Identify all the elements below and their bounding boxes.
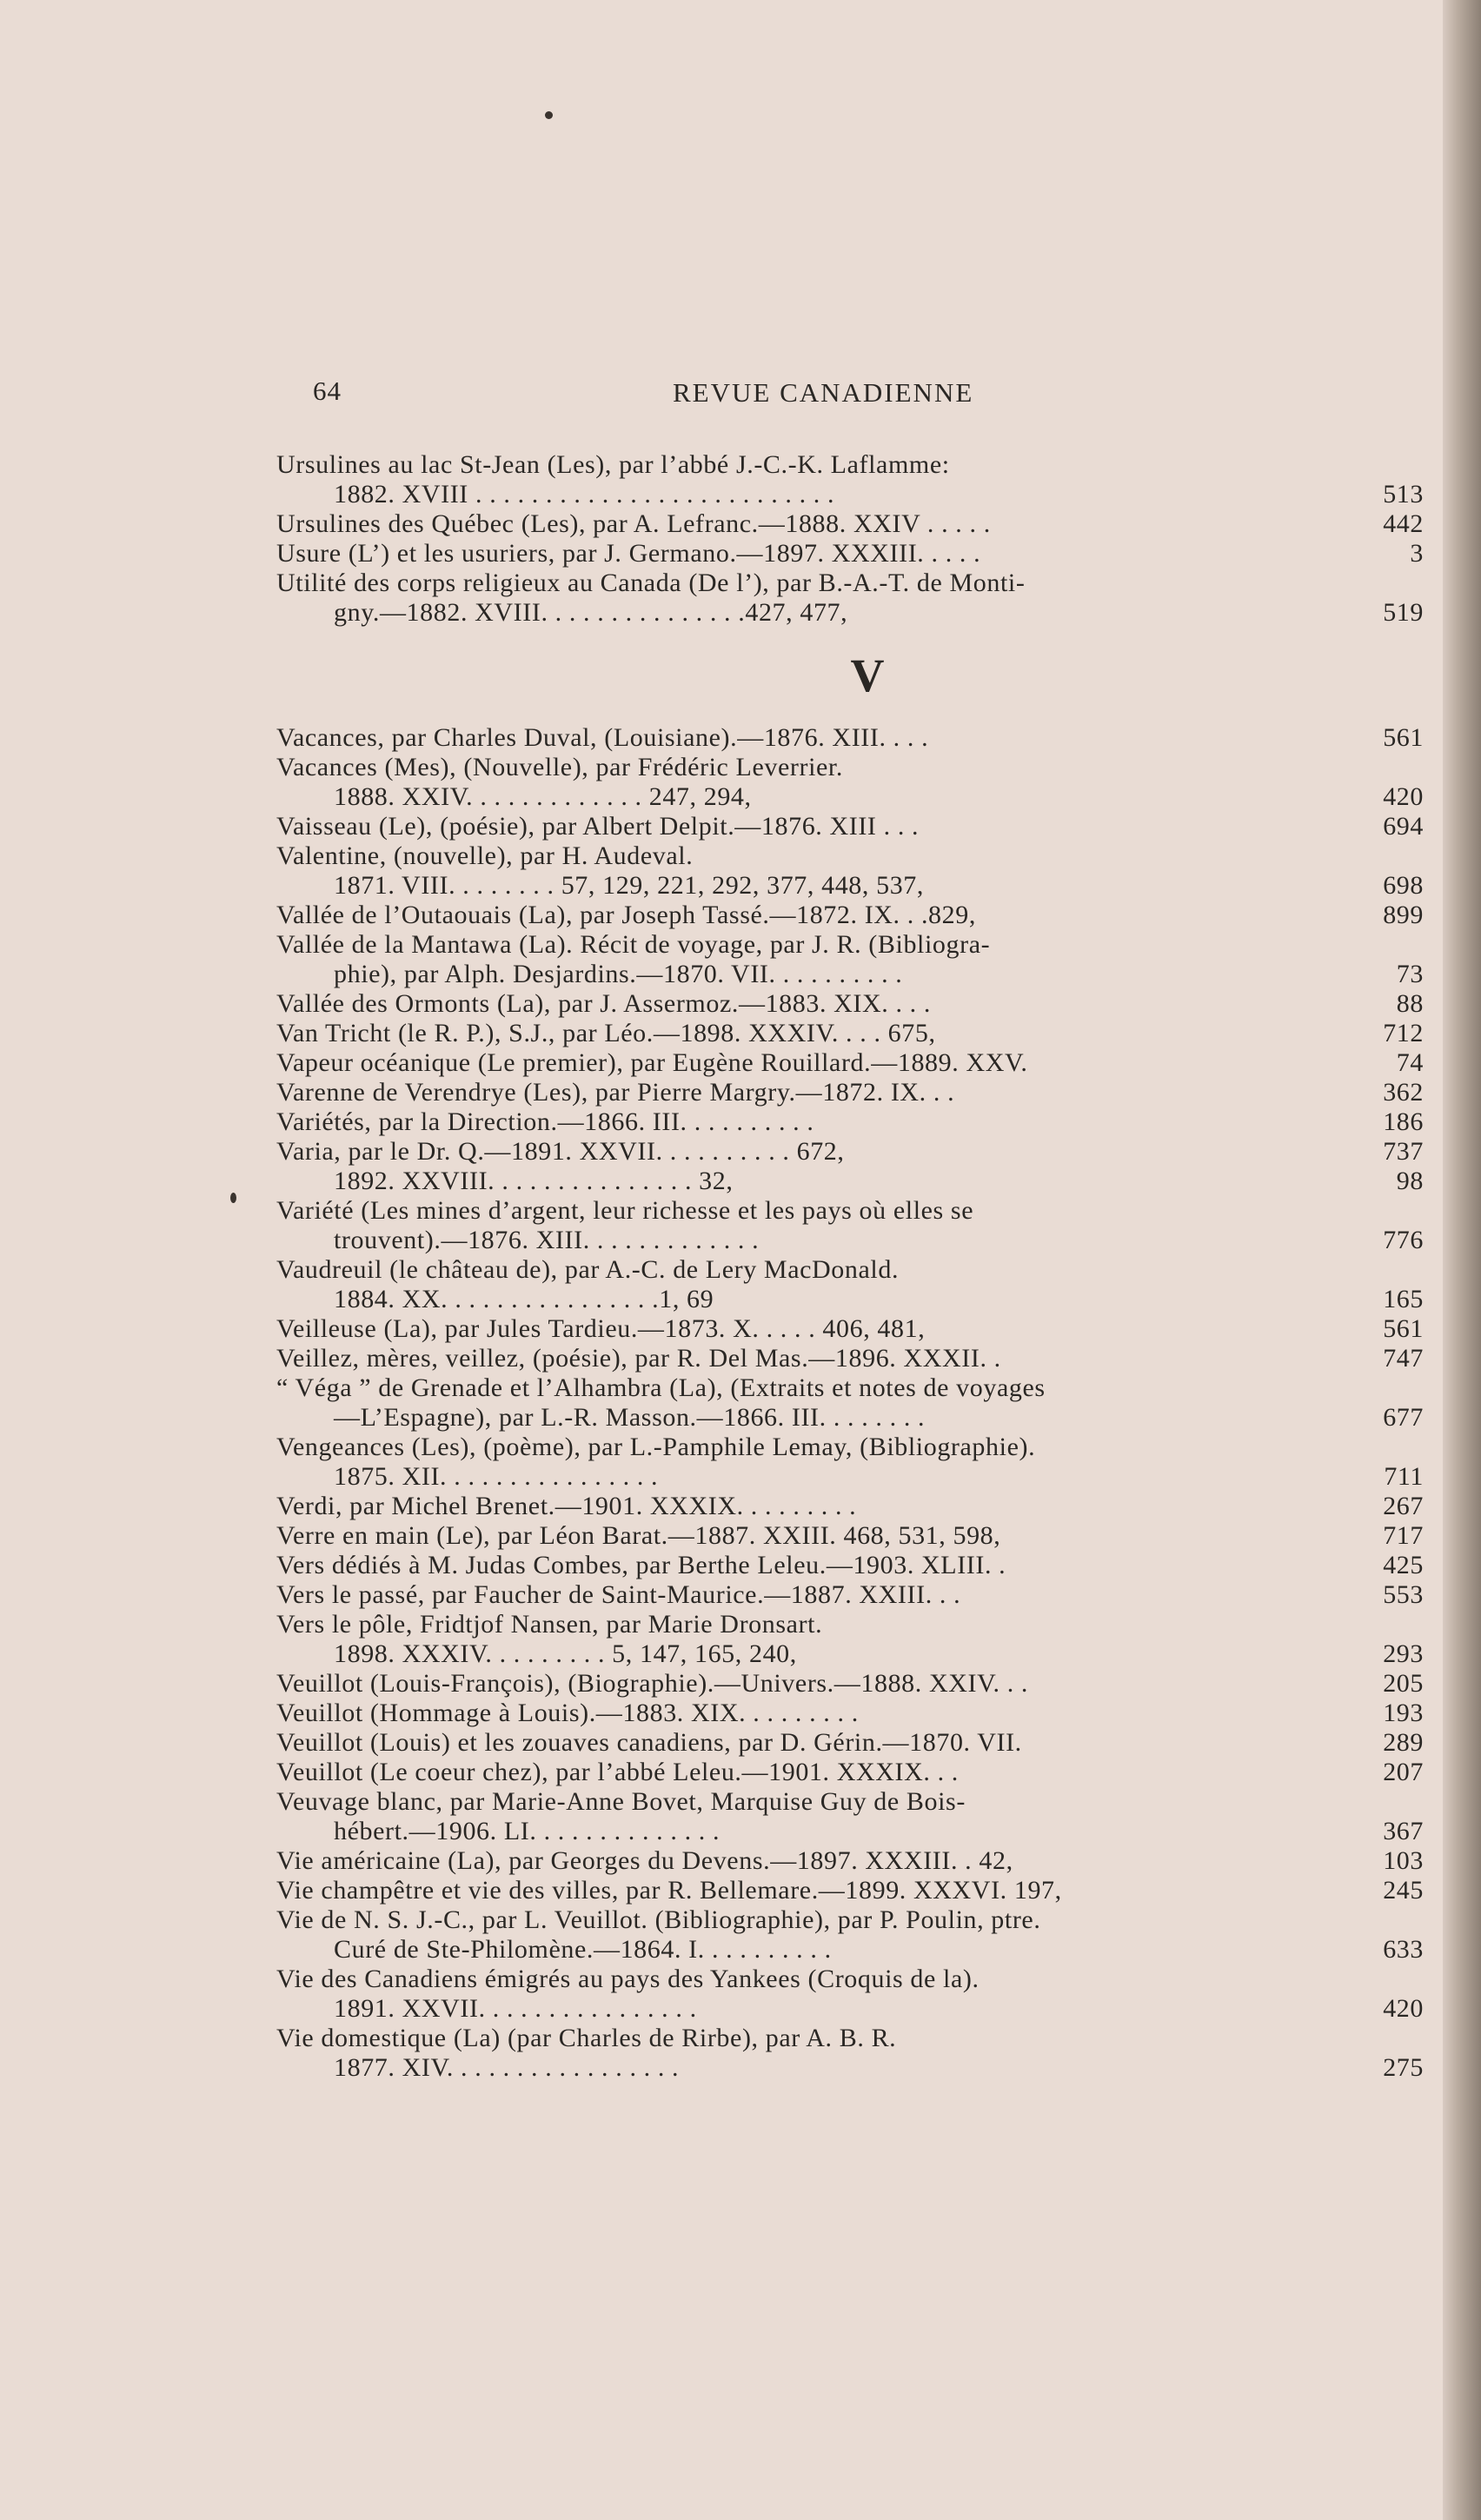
- entry-text: gny.—1882. XVIII. . . . . . . . . . . . . . .427, 477,: [334, 598, 848, 627]
- entry-line: [276, 1758, 1424, 1787]
- entry-line: [276, 2053, 1424, 2083]
- entry-line: [276, 841, 1424, 871]
- entry-text: Van Tricht (le R. P.), S.J., par Léo.—1898. XXXIV. . . . 675,: [276, 1019, 936, 1047]
- index-entry: [276, 1787, 1424, 1846]
- entry-text: Utilité des corps religieux au Canada (De l’), par B.-A.-T. de Monti-: [276, 568, 1026, 597]
- entry-line: [276, 509, 1424, 539]
- entry-line: [276, 871, 1424, 901]
- entry-line: [276, 1373, 1424, 1403]
- entry-line: [276, 1107, 1424, 1137]
- entry-line: [276, 1876, 1424, 1905]
- entry-line: [276, 1344, 1424, 1373]
- entry-line: [276, 598, 1424, 628]
- entry-text: Vengeances (Les), (poème), par L.-Pamphile Lemay, (Bibliographie).: [276, 1433, 1036, 1461]
- entry-line: [276, 1019, 1424, 1048]
- index-entry: [276, 568, 1424, 628]
- page-reference: 267: [1383, 1492, 1424, 1520]
- entry-text: Vie américaine (La), par Georges du Devens.—1897. XXXIII. . 42,: [276, 1846, 1013, 1875]
- entry-line: [276, 989, 1424, 1019]
- page-reference: 442: [1383, 509, 1424, 538]
- entry-text: Vaudreuil (le château de), par A.-C. de Lery MacDonald.: [276, 1255, 900, 1284]
- entry-text: Vie champêtre et vie des villes, par R. Bellemare.—1899. XXXVI. 197,: [276, 1876, 1062, 1905]
- page-reference: 207: [1383, 1758, 1424, 1786]
- entry-line: [276, 1610, 1424, 1639]
- entry-line: [276, 1817, 1424, 1846]
- entry-text: Vers le passé, par Faucher de Saint-Maurice.—1887. XXIII. . .: [276, 1580, 961, 1609]
- entry-line: [276, 930, 1424, 960]
- entry-line: [276, 1285, 1424, 1314]
- entry-text: Veilleuse (La), par Jules Tardieu.—1873. X. . . . . 406, 481,: [276, 1314, 926, 1343]
- index-entry: [276, 1344, 1424, 1373]
- page-reference: 899: [1383, 901, 1424, 929]
- index-entry: [276, 989, 1424, 1019]
- entry-line: [276, 2024, 1424, 2053]
- page-reference: 747: [1383, 1344, 1424, 1373]
- page-reference: 103: [1383, 1846, 1424, 1875]
- index-entry: [276, 1314, 1424, 1344]
- index-entry: [276, 1048, 1424, 1078]
- entry-text: Vie domestique (La) (par Charles de Rirbe), par A. B. R.: [276, 2024, 897, 2052]
- index-entry: [276, 723, 1424, 753]
- entry-text: Variété (Les mines d’argent, leur richesse et les pays où elles se: [276, 1196, 974, 1225]
- entry-line: [276, 1226, 1424, 1255]
- entry-line: [276, 1787, 1424, 1817]
- index-entry: [276, 1019, 1424, 1048]
- entry-text: 1882. XVIII . . . . . . . . . . . . . . . . . . . . . . . . . .: [334, 480, 835, 509]
- page-reference: 633: [1383, 1935, 1424, 1964]
- entry-line: [276, 539, 1424, 568]
- entry-line: [276, 901, 1424, 930]
- index-entries: [276, 450, 1424, 2083]
- entry-text: 1884. XX. . . . . . . . . . . . . . . .1, 69: [334, 1285, 714, 1313]
- entry-line: [276, 1167, 1424, 1196]
- entry-text: Variétés, par la Direction.—1866. III. . . . . . . . . .: [276, 1107, 814, 1136]
- entry-line: [276, 568, 1424, 598]
- entry-text: phie), par Alph. Desjardins.—1870. VII. . . . . . . . . .: [334, 960, 903, 988]
- page-reference: 712: [1383, 1019, 1424, 1047]
- page-reference: 98: [1396, 1167, 1424, 1195]
- index-entry: [276, 930, 1424, 989]
- entry-line: [276, 782, 1424, 812]
- entry-line: [276, 1314, 1424, 1344]
- entry-line: [276, 1580, 1424, 1610]
- entry-text: 1898. XXXIV. . . . . . . . . 5, 147, 165, 240,: [334, 1639, 797, 1668]
- index-entry: [276, 1137, 1424, 1196]
- entry-text: Varia, par le Dr. Q.—1891. XXVII. . . . . . . . . . 672,: [276, 1137, 845, 1166]
- page-reference: 737: [1383, 1137, 1424, 1166]
- index-entry: [276, 841, 1424, 901]
- page-reference: 698: [1383, 871, 1424, 900]
- entry-text: “ Véga ” de Grenade et l’Alhambra (La), (Extraits et notes de voyages: [276, 1373, 1046, 1402]
- index-entry: [276, 1610, 1424, 1669]
- page-reference: 74: [1396, 1048, 1424, 1077]
- running-title: REVUE CANADIENNE: [673, 377, 974, 408]
- entry-line: [276, 1521, 1424, 1551]
- entry-text: Vallée de l’Outaouais (La), par Joseph Tassé.—1872. IX. . .829,: [276, 901, 976, 929]
- entry-text: 1891. XXVII. . . . . . . . . . . . . . . .: [334, 1994, 697, 2023]
- entry-line: [276, 723, 1424, 753]
- entry-line: [276, 1935, 1424, 1965]
- entry-text: Vacances (Mes), (Nouvelle), par Frédéric Leverrier.: [276, 753, 843, 781]
- page-reference: 553: [1383, 1580, 1424, 1609]
- entry-text: Vers le pôle, Fridtjof Nansen, par Marie Dronsart.: [276, 1610, 823, 1639]
- entry-line: [276, 1196, 1424, 1226]
- page-reference: 165: [1383, 1285, 1424, 1313]
- entry-line: [276, 1403, 1424, 1433]
- entry-line: [276, 1255, 1424, 1285]
- page-reference: 717: [1383, 1521, 1424, 1550]
- index-entry: [276, 812, 1424, 841]
- index-entry: [276, 1699, 1424, 1728]
- entry-line: [276, 1048, 1424, 1078]
- entry-text: Vie des Canadiens émigrés au pays des Yankees (Croquis de la).: [276, 1965, 980, 1993]
- entry-text: Veuillot (Louis) et les zouaves canadiens, par D. Gérin.—1870. VII.: [276, 1728, 1022, 1757]
- entry-text: Usure (L’) et les usuriers, par J. Germano.—1897. XXXIII. . . . .: [276, 539, 981, 568]
- entry-text: Curé de Ste-Philomène.—1864. I. . . . . . . . . .: [334, 1935, 832, 1964]
- entry-line: [276, 1846, 1424, 1876]
- page-reference: 245: [1383, 1876, 1424, 1905]
- entry-line: [276, 753, 1424, 782]
- page-reference: 193: [1383, 1699, 1424, 1727]
- page-reference: 561: [1383, 1314, 1424, 1343]
- page-number: 64: [313, 376, 342, 406]
- entry-line: [276, 480, 1424, 509]
- page-reference: 88: [1396, 989, 1424, 1018]
- entry-text: Vallée de la Mantawa (La). Récit de voyage, par J. R. (Bibliogra-: [276, 930, 991, 959]
- entry-text: Veuillot (Hommage à Louis).—1883. XIX. . . . . . . . .: [276, 1699, 859, 1727]
- page-reference: 367: [1383, 1817, 1424, 1845]
- page-reference: 289: [1383, 1728, 1424, 1757]
- entry-line: [276, 1639, 1424, 1669]
- entry-text: Vaisseau (Le), (poésie), par Albert Delpit.—1876. XIII . . .: [276, 812, 920, 841]
- page-reference: 186: [1383, 1107, 1424, 1136]
- entry-line: [276, 1965, 1424, 1994]
- entry-text: 1892. XXVIII. . . . . . . . . . . . . . . 32,: [334, 1167, 734, 1195]
- page-reference: 425: [1383, 1551, 1424, 1579]
- index-entry: [276, 450, 1424, 509]
- entry-text: Ursulines au lac St-Jean (Les), par l’abbé J.-C.-K. Laflamme:: [276, 450, 950, 479]
- entry-text: Veuillot (Louis-François), (Biographie).—Univers.—1888. XXIV. . .: [276, 1669, 1028, 1698]
- entry-line: [276, 1728, 1424, 1758]
- entry-text: Veuvage blanc, par Marie-Anne Bovet, Marquise Guy de Bois-: [276, 1787, 966, 1816]
- entry-line: [276, 1994, 1424, 2024]
- entry-line: [276, 450, 1424, 480]
- entry-line: [276, 1905, 1424, 1935]
- page-reference: 776: [1383, 1226, 1424, 1254]
- entry-text: Vapeur océanique (Le premier), par Eugène Rouillard.—1889. XXV.: [276, 1048, 1028, 1077]
- index-entry: [276, 1433, 1424, 1492]
- entry-text: 1877. XIV. . . . . . . . . . . . . . . . .: [334, 2053, 680, 2082]
- index-entry: [276, 539, 1424, 568]
- entry-line: [276, 1433, 1424, 1462]
- index-entry: [276, 1492, 1424, 1521]
- index-entry: [276, 1846, 1424, 1876]
- page-reference: 73: [1396, 960, 1424, 988]
- entry-line: [276, 1551, 1424, 1580]
- index-entry: [276, 1078, 1424, 1107]
- entry-text: Vacances, par Charles Duval, (Louisiane).—1876. XIII. . . .: [276, 723, 929, 752]
- page-header: [0, 376, 1481, 410]
- entry-line: [276, 1462, 1424, 1492]
- index-entry: [276, 1196, 1424, 1255]
- ink-speck: [545, 111, 553, 119]
- entry-text: Verdi, par Michel Brenet.—1901. XXXIX. . . . . . . . .: [276, 1492, 857, 1520]
- page-reference: 420: [1383, 1994, 1424, 2023]
- index-entry: [276, 1551, 1424, 1580]
- section-letter: V: [850, 649, 885, 701]
- entry-text: 1888. XXIV. . . . . . . . . . . . . 247, 294,: [334, 782, 752, 811]
- page-reference: 275: [1383, 2053, 1424, 2082]
- entry-text: Varenne de Verendrye (Les), par Pierre Margry.—1872. IX. . .: [276, 1078, 955, 1107]
- entry-line: [276, 1078, 1424, 1107]
- page-reference: 362: [1383, 1078, 1424, 1107]
- index-entry: [276, 1255, 1424, 1314]
- page-reference: 293: [1383, 1639, 1424, 1668]
- index-entry: [276, 1876, 1424, 1905]
- ink-speck: [230, 1193, 236, 1203]
- entry-text: Ursulines des Québec (Les), par A. Lefranc.—1888. XXIV . . . . .: [276, 509, 991, 538]
- index-entry: [276, 1521, 1424, 1551]
- entry-text: trouvent).—1876. XIII. . . . . . . . . . . . .: [334, 1226, 760, 1254]
- index-entry: [276, 1373, 1424, 1433]
- entry-line: [276, 1699, 1424, 1728]
- entry-text: —L’Espagne), par L.-R. Masson.—1866. III. . . . . . . .: [334, 1403, 926, 1432]
- entry-text: Veillez, mères, veillez, (poésie), par R. Del Mas.—1896. XXXII. .: [276, 1344, 1001, 1373]
- page-reference: 205: [1383, 1669, 1424, 1698]
- page-reference: 694: [1383, 812, 1424, 841]
- page-reference: 3: [1410, 539, 1424, 568]
- entry-text: Veuillot (Le coeur chez), par l’abbé Leleu.—1901. XXXIX. . .: [276, 1758, 959, 1786]
- index-entry: [276, 2024, 1424, 2083]
- entry-text: 1875. XII. . . . . . . . . . . . . . . .: [334, 1462, 659, 1491]
- index-entry: [276, 901, 1424, 930]
- page-reference: 513: [1383, 480, 1424, 509]
- index-entry: [276, 1728, 1424, 1758]
- entry-text: Verre en main (Le), par Léon Barat.—1887. XXIII. 468, 531, 598,: [276, 1521, 1001, 1550]
- entry-text: hébert.—1906. LI. . . . . . . . . . . . . .: [334, 1817, 721, 1845]
- entry-text: 1871. VIII. . . . . . . . 57, 129, 221, 292, 377, 448, 537,: [334, 871, 924, 900]
- entry-text: Valentine, (nouvelle), par H. Audeval.: [276, 841, 694, 870]
- index-entry: [276, 1107, 1424, 1137]
- index-entry: [276, 1905, 1424, 1965]
- index-entry: [276, 1580, 1424, 1610]
- entry-line: [276, 1137, 1424, 1167]
- entry-line: [276, 812, 1424, 841]
- index-entry: [276, 1758, 1424, 1787]
- index-entry: [276, 1669, 1424, 1699]
- page-reference: 420: [1383, 782, 1424, 811]
- entry-line: [276, 1669, 1424, 1699]
- index-entry: [276, 753, 1424, 812]
- entry-text: Vallée des Ormonts (La), par J. Assermoz.—1883. XIX. . . .: [276, 989, 931, 1018]
- page-reference: 519: [1383, 598, 1424, 627]
- index-entry: [276, 509, 1424, 539]
- page-reference: 677: [1383, 1403, 1424, 1432]
- entry-line: [276, 960, 1424, 989]
- entry-line: [276, 1492, 1424, 1521]
- index-entry: [276, 1965, 1424, 2024]
- entry-text: Vie de N. S. J.-C., par L. Veuillot. (Bibliographie), par P. Poulin, ptre.: [276, 1905, 1041, 1934]
- page-reference: 711: [1384, 1462, 1424, 1491]
- entry-text: Vers dédiés à M. Judas Combes, par Berthe Leleu.—1903. XLIII. .: [276, 1551, 1006, 1579]
- page-reference: 561: [1383, 723, 1424, 752]
